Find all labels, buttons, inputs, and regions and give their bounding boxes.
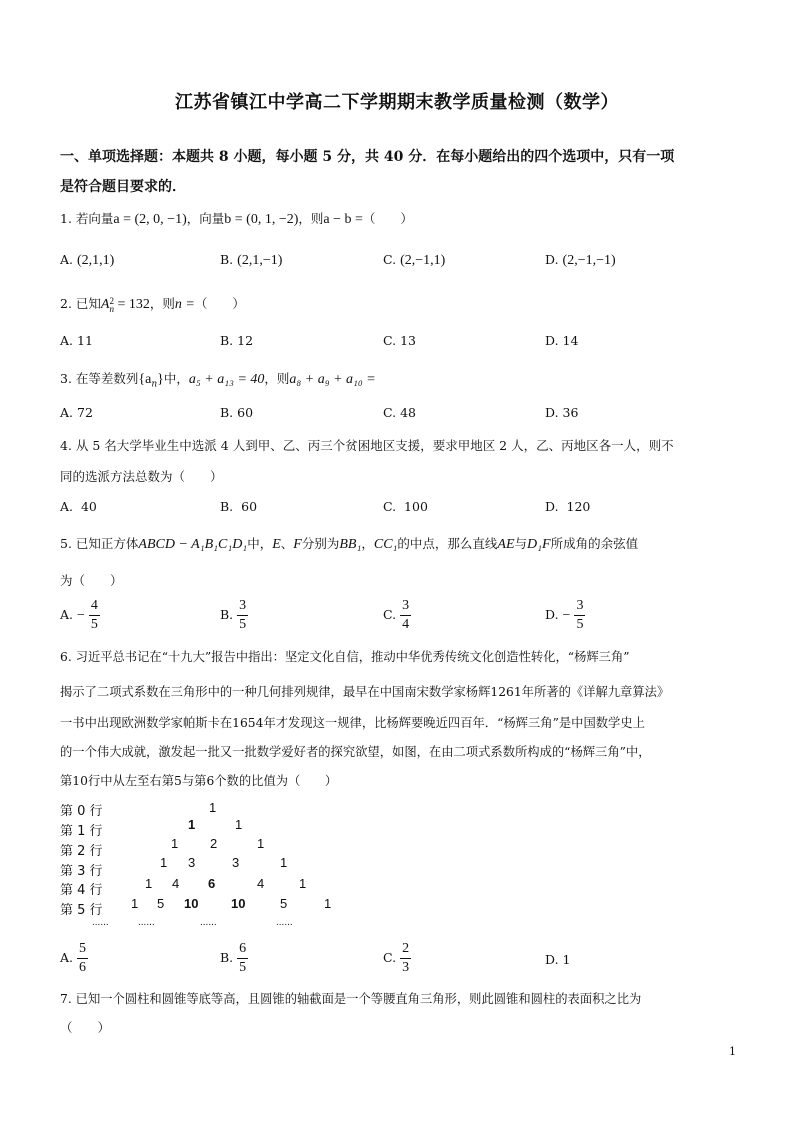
option-label: A. <box>60 252 74 267</box>
fraction-numerator: 5 <box>77 940 88 959</box>
q3-option-c[interactable] <box>383 405 416 420</box>
question-3 <box>60 369 376 390</box>
question-5-line2: 为（ ） <box>60 573 123 588</box>
triangle-number: 1 <box>209 800 217 815</box>
question-5-text: 、 <box>280 536 294 551</box>
option-text: (2,−1,−1) <box>562 253 616 268</box>
vector-a-expr: a = (2, 0, −1) <box>113 212 187 227</box>
option-fraction <box>237 940 248 977</box>
question-1 <box>60 209 413 228</box>
triangle-number: 1 <box>257 836 265 851</box>
sequence-sub: n <box>151 379 158 390</box>
triangle-number: 3 <box>188 855 196 870</box>
question-2-eq: = 132 <box>113 297 150 312</box>
q6-option-d[interactable] <box>545 952 571 967</box>
edge-bb1: BB₁ <box>339 537 362 552</box>
option-label: A. <box>60 607 74 622</box>
triangle-row-label: 第 2 行 <box>60 844 103 859</box>
question-1-ask: a − b = <box>323 212 363 227</box>
option-text: 100 <box>404 499 428 514</box>
q4-option-b[interactable] <box>220 499 257 514</box>
page-number: 1 <box>729 1045 736 1058</box>
q3-option-d[interactable] <box>545 405 578 420</box>
line-d1f: D₁F <box>527 537 551 552</box>
fraction-denominator: 6 <box>79 960 86 975</box>
option-label: C. <box>383 333 397 348</box>
option-fraction <box>400 597 411 634</box>
question-2-number: 2. 已知 <box>60 296 101 311</box>
option-text: 72 <box>77 405 93 420</box>
question-3-mid: 中， <box>163 371 189 386</box>
question-5-line1 <box>60 534 638 553</box>
option-label: B. <box>220 499 234 514</box>
q3-option-b[interactable] <box>220 405 253 420</box>
q4-option-c[interactable] <box>383 499 428 514</box>
option-fraction <box>237 597 248 634</box>
q4-option-d[interactable] <box>545 499 590 514</box>
question-1-mid: ，向量 <box>186 211 225 226</box>
option-label: B. <box>220 607 234 622</box>
triangle-row-label: 第 1 行 <box>60 824 103 839</box>
q5-option-d[interactable] <box>545 597 585 634</box>
question-5-text: ， <box>361 536 374 551</box>
triangle-ellipsis: ...... <box>200 917 217 928</box>
question-2-tail: ，则 <box>149 296 175 311</box>
option-label: D. <box>545 405 559 420</box>
question-1-tail: ，则 <box>298 211 324 226</box>
triangle-row-label: 第 0 行 <box>60 804 103 819</box>
question-5-number: 5. 已知正方体 <box>60 536 139 551</box>
fraction-denominator: 5 <box>576 617 584 632</box>
question-1-number: 1. 若向量 <box>60 211 114 226</box>
line-ae: AE <box>497 537 515 552</box>
q5-option-b[interactable] <box>220 597 248 634</box>
q1-option-c[interactable] <box>383 252 445 269</box>
question-6-line4: 的一个伟大成就，激发起一批又一批数学爱好者的探究欲望，如图，在由二项式系数所构成的“杨辉三角”中， <box>60 745 651 759</box>
option-label: A. <box>60 950 74 965</box>
triangle-number: 1 <box>280 855 288 870</box>
q2-option-c[interactable] <box>383 333 416 348</box>
option-fraction <box>574 597 585 634</box>
option-label: D. <box>545 499 559 514</box>
question-5-text: 中， <box>247 536 273 551</box>
q6-option-c[interactable] <box>383 940 411 977</box>
question-2-ask: n = <box>174 297 195 312</box>
section-heading-line2: 是符合题目要求的． <box>60 179 186 195</box>
question-6-line3: 一书中出现欧洲数学家帕斯卡在1654年才发现这一规律，比杨辉要晚近四百年．“杨辉三角”是中国数学史上 <box>60 716 645 730</box>
section-heading-line1: 一、单项选择题：本题共 8 小题，每小题 5 分，共 40 分．在每小题给出的四个选项中，只有一项 <box>60 149 675 165</box>
triangle-number: 1 <box>324 896 332 911</box>
option-sign: − <box>77 608 85 623</box>
vector-b-expr: b = (0, 1, −2) <box>224 212 299 227</box>
option-label: B. <box>220 950 234 965</box>
option-label: B. <box>220 333 234 348</box>
sequence-open: {a <box>138 372 152 387</box>
option-label: D. <box>545 607 559 622</box>
question-5-text: 与 <box>514 536 528 551</box>
triangle-number: 10 <box>231 896 246 911</box>
question-2-paren: （ ） <box>194 296 245 311</box>
q2-option-b[interactable] <box>220 333 253 348</box>
option-text: (2,−1,1) <box>400 253 446 268</box>
triangle-number: 3 <box>232 855 240 870</box>
option-label: C. <box>383 405 397 420</box>
q5-option-a[interactable] <box>60 597 100 634</box>
option-sign: − <box>562 608 571 623</box>
option-text: 14 <box>562 333 579 348</box>
triangle-ellipsis: ...... <box>92 917 109 928</box>
question-7-line2: （ ） <box>60 1020 111 1035</box>
option-fraction <box>89 597 100 634</box>
question-7-line1: 7. 已知一个圆柱和圆锥等底等高，且圆锥的轴截面是一个等腰直角三角形，则此圆锥和圆柱的表面积之比为 <box>60 992 642 1006</box>
fraction-numerator: 2 <box>400 940 411 959</box>
arrangement-sub: n <box>109 303 114 314</box>
triangle-number: 5 <box>157 896 165 911</box>
fraction-denominator: 3 <box>402 960 410 975</box>
triangle-ellipsis: ...... <box>276 917 293 928</box>
triangle-number: 1 <box>160 855 168 870</box>
q2-option-d[interactable] <box>545 333 578 348</box>
option-label: C. <box>383 607 397 622</box>
question-2 <box>60 294 245 313</box>
triangle-number: 1 <box>171 836 179 851</box>
triangle-row-label: 第 5 行 <box>60 903 103 918</box>
option-label: A. <box>60 499 74 514</box>
q6-option-b[interactable] <box>220 940 248 977</box>
sequence-close: } <box>157 372 164 387</box>
arrangement-sup: 2 <box>109 295 114 306</box>
fraction-denominator: 4 <box>402 617 410 632</box>
option-text: 120 <box>566 499 591 514</box>
option-label: C. <box>383 950 397 965</box>
option-label: B. <box>220 252 234 267</box>
option-text: 1 <box>562 952 571 967</box>
triangle-number: 1 <box>131 896 139 911</box>
option-label: C. <box>383 252 397 267</box>
question-4-line1: 4. 从 5 名大学毕业生中选派 4 人到甲、乙、丙三个贫困地区支援，要求甲地区 2 人，乙、丙地区各一人，则不 <box>60 438 674 453</box>
option-label: D. <box>545 252 559 267</box>
question-3-condition: a₅ + a₁₃ = 40 <box>188 372 265 387</box>
cube-name: ABCD − A₁B₁C₁D₁ <box>138 537 248 552</box>
option-text: (2,1,−1) <box>237 253 283 268</box>
question-4-line2: 同的选派方法总数为（ ） <box>60 469 223 484</box>
option-text: 48 <box>400 405 416 420</box>
q1-option-b[interactable] <box>220 252 282 269</box>
option-text: 13 <box>400 333 416 348</box>
triangle-number: 4 <box>257 876 265 891</box>
option-label: B. <box>220 405 234 420</box>
question-3-ask: a₈ + a₉ + a₁₀ = <box>289 372 376 387</box>
fraction-numerator: 3 <box>400 597 411 616</box>
option-text: 36 <box>562 405 579 420</box>
question-6-line2: 揭示了二项式系数在三角形中的一种几何排列规律，最早在中国南宋数学家杨辉1261年所著的《详解九章算法》 <box>60 685 670 699</box>
option-label: D. <box>545 952 559 967</box>
fraction-numerator: 4 <box>89 597 100 616</box>
option-fraction <box>77 940 88 977</box>
triangle-number: 1 <box>299 876 307 891</box>
option-text: 11 <box>77 333 93 348</box>
triangle-number: 6 <box>208 876 216 891</box>
question-6-line5: 第10行中从左至右第5与第6个数的比值为（ ） <box>60 774 338 788</box>
triangle-row-label: 第 3 行 <box>60 864 103 879</box>
triangle-number: 5 <box>280 896 288 911</box>
option-text: 60 <box>237 405 254 420</box>
option-text: 40 <box>80 499 97 514</box>
option-text: (2,1,1) <box>77 253 115 268</box>
fraction-numerator: 3 <box>574 597 585 616</box>
edge-cc1: CC₁ <box>373 537 398 552</box>
option-fraction <box>400 940 411 977</box>
triangle-number: 2 <box>210 836 218 851</box>
fraction-denominator: 5 <box>239 960 247 975</box>
q3-option-a[interactable] <box>60 405 93 420</box>
triangle-number: 10 <box>184 896 199 911</box>
question-5-text: 分别为 <box>301 536 340 551</box>
fraction-denominator: 5 <box>90 617 98 632</box>
option-label: A. <box>60 333 74 348</box>
option-label: D. <box>545 333 559 348</box>
fraction-denominator: 5 <box>239 617 247 632</box>
triangle-number: 1 <box>188 817 196 832</box>
page-title: 江苏省镇江中学高二下学期期末教学质量检测（数学） <box>175 92 619 113</box>
question-1-paren: （ ） <box>362 211 413 226</box>
q4-option-a[interactable] <box>60 499 97 514</box>
q6-option-a[interactable] <box>60 940 88 977</box>
question-3-number: 3. 在等差数列 <box>60 371 139 386</box>
option-text: 60 <box>241 499 258 514</box>
q2-option-a[interactable] <box>60 333 93 348</box>
triangle-number: 1 <box>145 876 153 891</box>
option-text: 12 <box>237 333 254 348</box>
point-f: F <box>293 537 302 552</box>
fraction-numerator: 3 <box>237 597 248 616</box>
point-e: E <box>272 537 281 552</box>
question-6-line1: 6. 习近平总书记在“十九大”报告中指出：坚定文化自信，推动中华优秀传统文化创造性转化，“杨辉三角” <box>60 650 630 664</box>
question-5-text: 所成角的余弦值 <box>550 536 639 551</box>
option-label: A. <box>60 405 74 420</box>
q1-option-d[interactable] <box>545 252 616 269</box>
triangle-ellipsis: ...... <box>138 917 155 928</box>
arrangement-symbol: A <box>100 297 110 312</box>
q1-option-a[interactable] <box>60 252 114 269</box>
triangle-number: 4 <box>172 876 180 891</box>
fraction-numerator: 6 <box>237 940 248 959</box>
q5-option-c[interactable] <box>383 597 411 634</box>
triangle-number: 1 <box>235 817 243 832</box>
question-3-tail: ，则 <box>264 371 290 386</box>
triangle-row-label: 第 4 行 <box>60 883 103 898</box>
option-label: C. <box>383 499 397 514</box>
question-5-text: 的中点，那么直线 <box>397 536 498 551</box>
